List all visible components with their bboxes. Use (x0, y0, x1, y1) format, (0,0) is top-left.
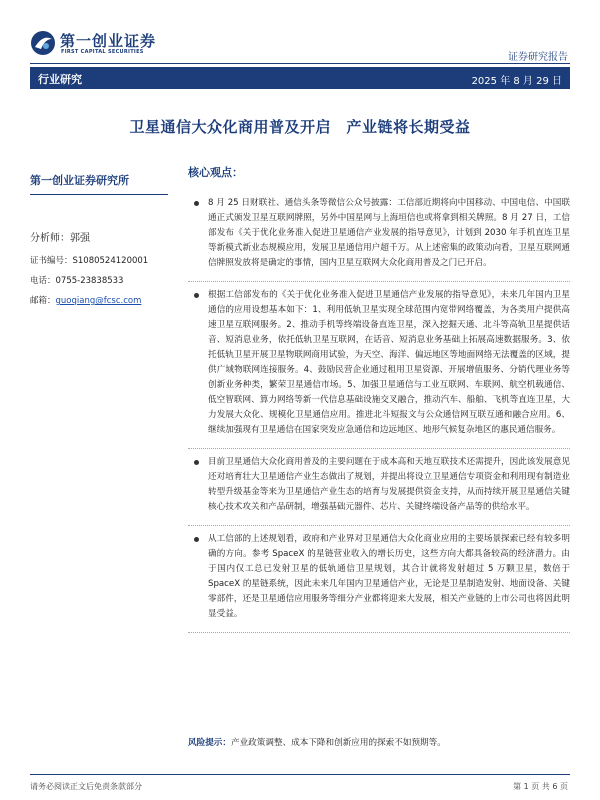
key-point (188, 449, 570, 526)
main-content (188, 164, 570, 633)
email-link[interactable]: guoqiang@fcsc.com (55, 296, 142, 306)
header-divider (30, 63, 570, 64)
page-number: 第 1 页 共 6 页 (513, 782, 568, 791)
analyst-name: 分析师：郭强 (30, 233, 90, 244)
bullet-icon (194, 201, 199, 206)
key-point-text: 8 月 25 日财联社、通信头条等微信公众号披露：工信部近期将向中国移动、中国电信、中国联通正式颁发卫星互联网牌照，另外中国星网与上海垣信也或将拿到相关牌照。8 月 27 日，工信部发布《关于优化业务准入促进卫星通信产业发展的指导意见》，计划到 2030 年手机直连卫星等新模式新业态规模应用，发展卫星通信用户超千万。从上述密集的政策动向看，卫星互联网通信牌照发放将是确定的事情，国内卫星互联网大众化商用普及之门已开启。 (208, 198, 570, 268)
footer-divider (30, 774, 570, 775)
sidebar (30, 172, 180, 306)
risk-label: 风险提示： (188, 738, 231, 748)
risk-text: 产业政策调整、成本下降和创新应用的探索不如预期等。 (230, 738, 446, 748)
company-logo (30, 30, 170, 62)
report-category: 行业研究 (38, 73, 82, 86)
key-point-text: 根据工信部发布的《关于优化业务准入促进卫星通信产业发展的指导意见》，未来几年国内卫星通信的应用设想基本如下：1、利用低轨卫星实现全球范围内宽带网络覆盖，为各类用户提供高速卫星互联网服务。2、推动手机等终端设备直连卫星，深入挖掘天通、北斗等高轨卫星提供话音、短消息业务，依托低轨卫星互联网，在话音、短消息业务基础上拓展高速数据服务。3、依托低轨卫星开展卫星物联网商用试验，为天空、海洋、偏远地区等地面网络无法覆盖的区域，提供广域物联网连接服务。4、鼓励民营企业通过租用卫星资源、开展增值服务、分销代理业务等创新业务种类，繁荣卫星通信市场。5、加强卫星通信与工业互联网、车联网、航空机载通信、低空智联网、算力网络等新一代信息基础设施交叉融合，推动汽车、船舶、飞机等直连卫星，大力发展大众化、规模化卫星通信应用。推进北斗短报文与公众通信网互联互通和融合应用。6、继续加强现有卫星通信在国家突发应急通信和边远地区、地形气候复杂地区的惠民通信服务。 (208, 290, 570, 435)
logo-text-en: FIRST CAPITAL SECURITIES (61, 49, 144, 55)
email-line (30, 294, 180, 306)
institute-name: 第一创业证券研究所 (30, 172, 168, 195)
phone-number: 电话：0755-23838533 (30, 276, 124, 286)
key-point (188, 190, 570, 282)
key-point-text: 目前卫星通信大众化商用普及的主要问题在于成本高和天地互联技术还需提升，因此该发展意见还对培育壮大卫星通信产业生态做出了规划，并提出将设立卫星通信专项资金和利用现有制造业转型升级基金等来为卫星通信产业生态的培育与发展提供资金支持，从而持续开展卫星通信关键核心技术攻关和产品研制，增强基础元器件、芯片、关键终端设备产品等的供给水平。 (208, 457, 570, 512)
certificate-number: 证书编号：S1080524120001 (30, 256, 149, 266)
key-point-text: 从工信部的上述规划看，政府和产业界对卫星通信大众化商业应用的主要场景探索已经有较多明确的方向。参考 SpaceX 的星链营业收入的增长历史，这些方向大都具备较高的经济潜力。由于国内仅工总已发射卫星的低轨通信卫星规划，其合计就将发射超过 5 万颗卫星，数倍于 SpaceX 的星链系统，因此未来几年国内卫星通信产业，无论是卫星制造发射、地面设备、关键零部件，还是卫星通信应用服务等细分产业都将迎来大发展，相关产业链的上市公司也将因此明显受益。 (208, 534, 570, 619)
category-bar (30, 67, 570, 89)
page-header (0, 0, 600, 70)
logo-text-cn: 第一创业证券 (60, 32, 157, 50)
logo-emblem-icon (30, 30, 56, 56)
email-label: 邮箱： (30, 296, 56, 306)
footer-disclaimer: 请务必阅读正文后免责条款部分 (30, 782, 142, 791)
risk-warning (188, 736, 570, 748)
report-type-label: 证券研究报告 (508, 52, 568, 63)
key-point (188, 282, 570, 449)
bullet-icon (194, 293, 199, 298)
core-views-heading: 核心观点： (188, 166, 243, 179)
report-title: 卫星通信大众化商用普及开启 产业链将长期受益 (129, 118, 471, 136)
key-point (188, 526, 570, 633)
report-date: 2025 年 8 月 29 日 (471, 76, 562, 87)
bullet-icon (194, 460, 199, 465)
bullet-icon (194, 537, 199, 542)
